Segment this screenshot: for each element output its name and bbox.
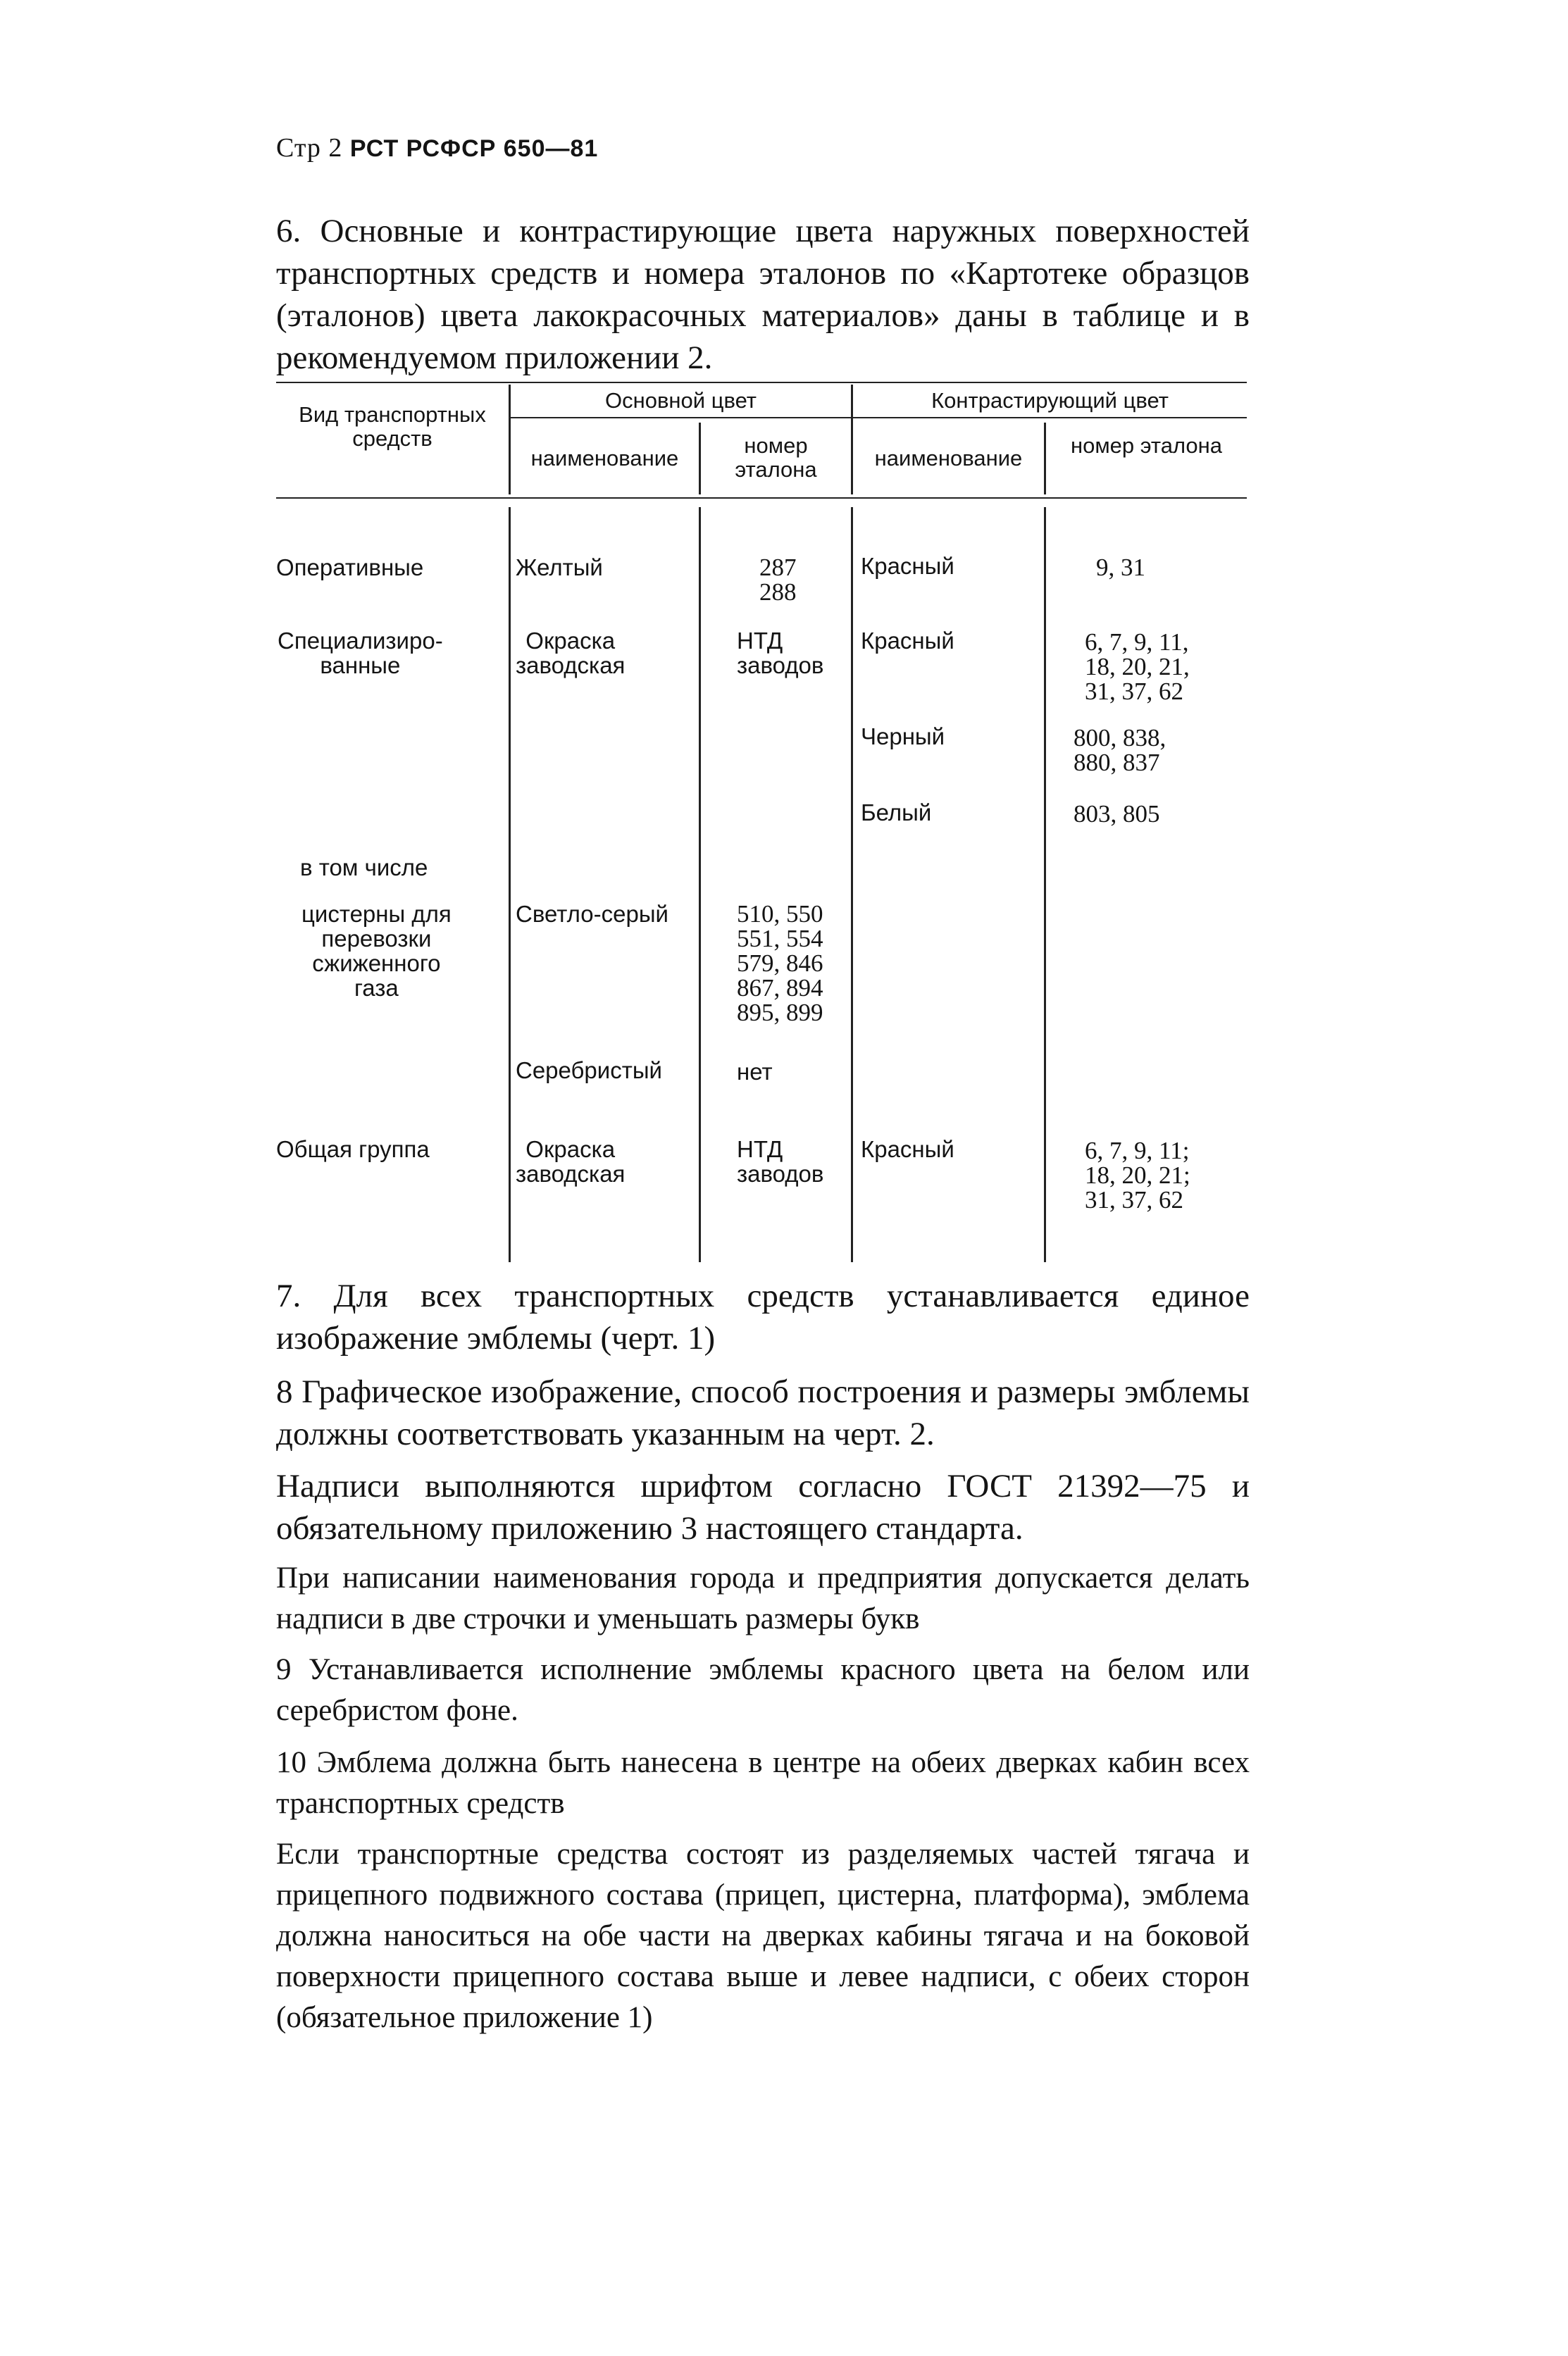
header-contrast-color: Контрастирующий цвет [931, 388, 1169, 413]
row8-vehicle: Общая группа [276, 1136, 430, 1162]
row2-contrast-number: 6, 7, 9, 11, 18, 20, 21, 31, 37, 62 [1085, 628, 1190, 705]
colors-table [276, 382, 1247, 1262]
row8-main-name: Окраска заводская [516, 1136, 626, 1187]
header-contrast-name: наименование [874, 446, 1023, 470]
row1-main-number: 287 288 [759, 554, 797, 606]
paragraph-10-trailers: Если транспортные средства состоят из разделяемых частей тягача и прицепного подвижного состава (прицеп, цистерна, платформа), эмблема должна наноситься на обе части на дверках кабины тягача и на боковой поверхности прицепного состава выше и левее надписи, с обеих сторон (обязательное приложение 1) [276, 1838, 1250, 2034]
row7-main-number: нет [737, 1059, 773, 1085]
row1-vehicle: Оперативные [276, 554, 424, 580]
header-vehicle-type: Вид транспортных средств [299, 402, 486, 451]
row6-main-name: Светло-серый [516, 901, 668, 927]
row4-contrast-number: 803, 805 [1074, 800, 1160, 828]
row7-main-name: Серебристый [516, 1057, 662, 1083]
row2-main-number: НТД заводов [737, 628, 824, 678]
row6-main-number: 510, 550 551, 554 579, 846 867, 894 895, 899 [737, 900, 823, 1026]
body-col-divider-3 [851, 507, 853, 1262]
paragraph-8-city-names: При написании наименования города и предприятия допускается делать надписи в две строчки и уменьшать размеры букв [276, 1562, 1250, 1635]
row1-contrast-number: 9, 31 [1096, 554, 1145, 581]
row2-vehicle: Специализиро- ванные [278, 628, 443, 678]
paragraph-9: 9 Устанавливается исполнение эмблемы красного цвета на белом или серебристом фоне. [276, 1653, 1250, 1727]
header-main-number: номер эталона [735, 433, 817, 482]
row8-main-number: НТД заводов [737, 1136, 824, 1187]
paragraph-10: 10 Эмблема должна быть нанесена в центре на обеих дверках кабин всех транспортных средств [276, 1746, 1250, 1820]
header-contrast-number: номер эталона [1070, 433, 1223, 458]
paragraph-7: 7. Для всех транспортных средств устанавливается единое изображение эмблемы (черт. 1) [276, 1278, 1250, 1357]
row5-subgroup-label: в том числе [300, 854, 428, 880]
body-col-divider-4 [1044, 507, 1046, 1262]
page-header [276, 132, 598, 163]
body-col-divider-2 [699, 507, 701, 1262]
row6-vehicle: цистерны для перевозки сжиженного газа [301, 901, 452, 1001]
row2-contrast-name: Красный [861, 628, 954, 654]
body-col-divider-1 [509, 507, 511, 1262]
row1-contrast-name: Красный [861, 553, 954, 579]
row2-main-name: Окраска заводская [516, 628, 626, 678]
row3-contrast-name: Черный [861, 723, 945, 749]
header-main-color: Основной цвет [604, 388, 757, 413]
paragraph-8: 8 Графическое изображение, способ построения и размеры эмблемы должны соответствовать указанным на черт. 2. [276, 1373, 1250, 1452]
page-number: Стр 2 [276, 133, 343, 163]
paragraph-6: 6. Основные и контрастирующие цвета наружных поверхностей транспортных средств и номера эталонов по «Картотеке образцов (эталонов) цвета лакокрасочных материалов» даны в таблице и в рекомендуемом приложении 2. [276, 213, 1250, 376]
row8-contrast-name: Красный [861, 1136, 954, 1162]
row4-contrast-name: Белый [861, 799, 932, 825]
header-main-name: наименование [530, 446, 679, 470]
standard-code: РСТ РСФСР 650—81 [349, 135, 599, 162]
row8-contrast-number: 6, 7, 9, 11; 18, 20, 21; 31, 37, 62 [1085, 1137, 1190, 1214]
table-top-rule [276, 382, 1247, 383]
header-sub-rule [510, 417, 1247, 418]
paragraph-8-fonts: Надписи выполняются шрифтом согласно ГОСТ 21392—75 и обязательному приложению 3 настоящего стандарта. [276, 1468, 1250, 1547]
row1-main-name: Желтый [516, 554, 603, 580]
row3-contrast-number: 800, 838, 880, 837 [1074, 724, 1166, 776]
header-bottom-rule [276, 497, 1247, 499]
